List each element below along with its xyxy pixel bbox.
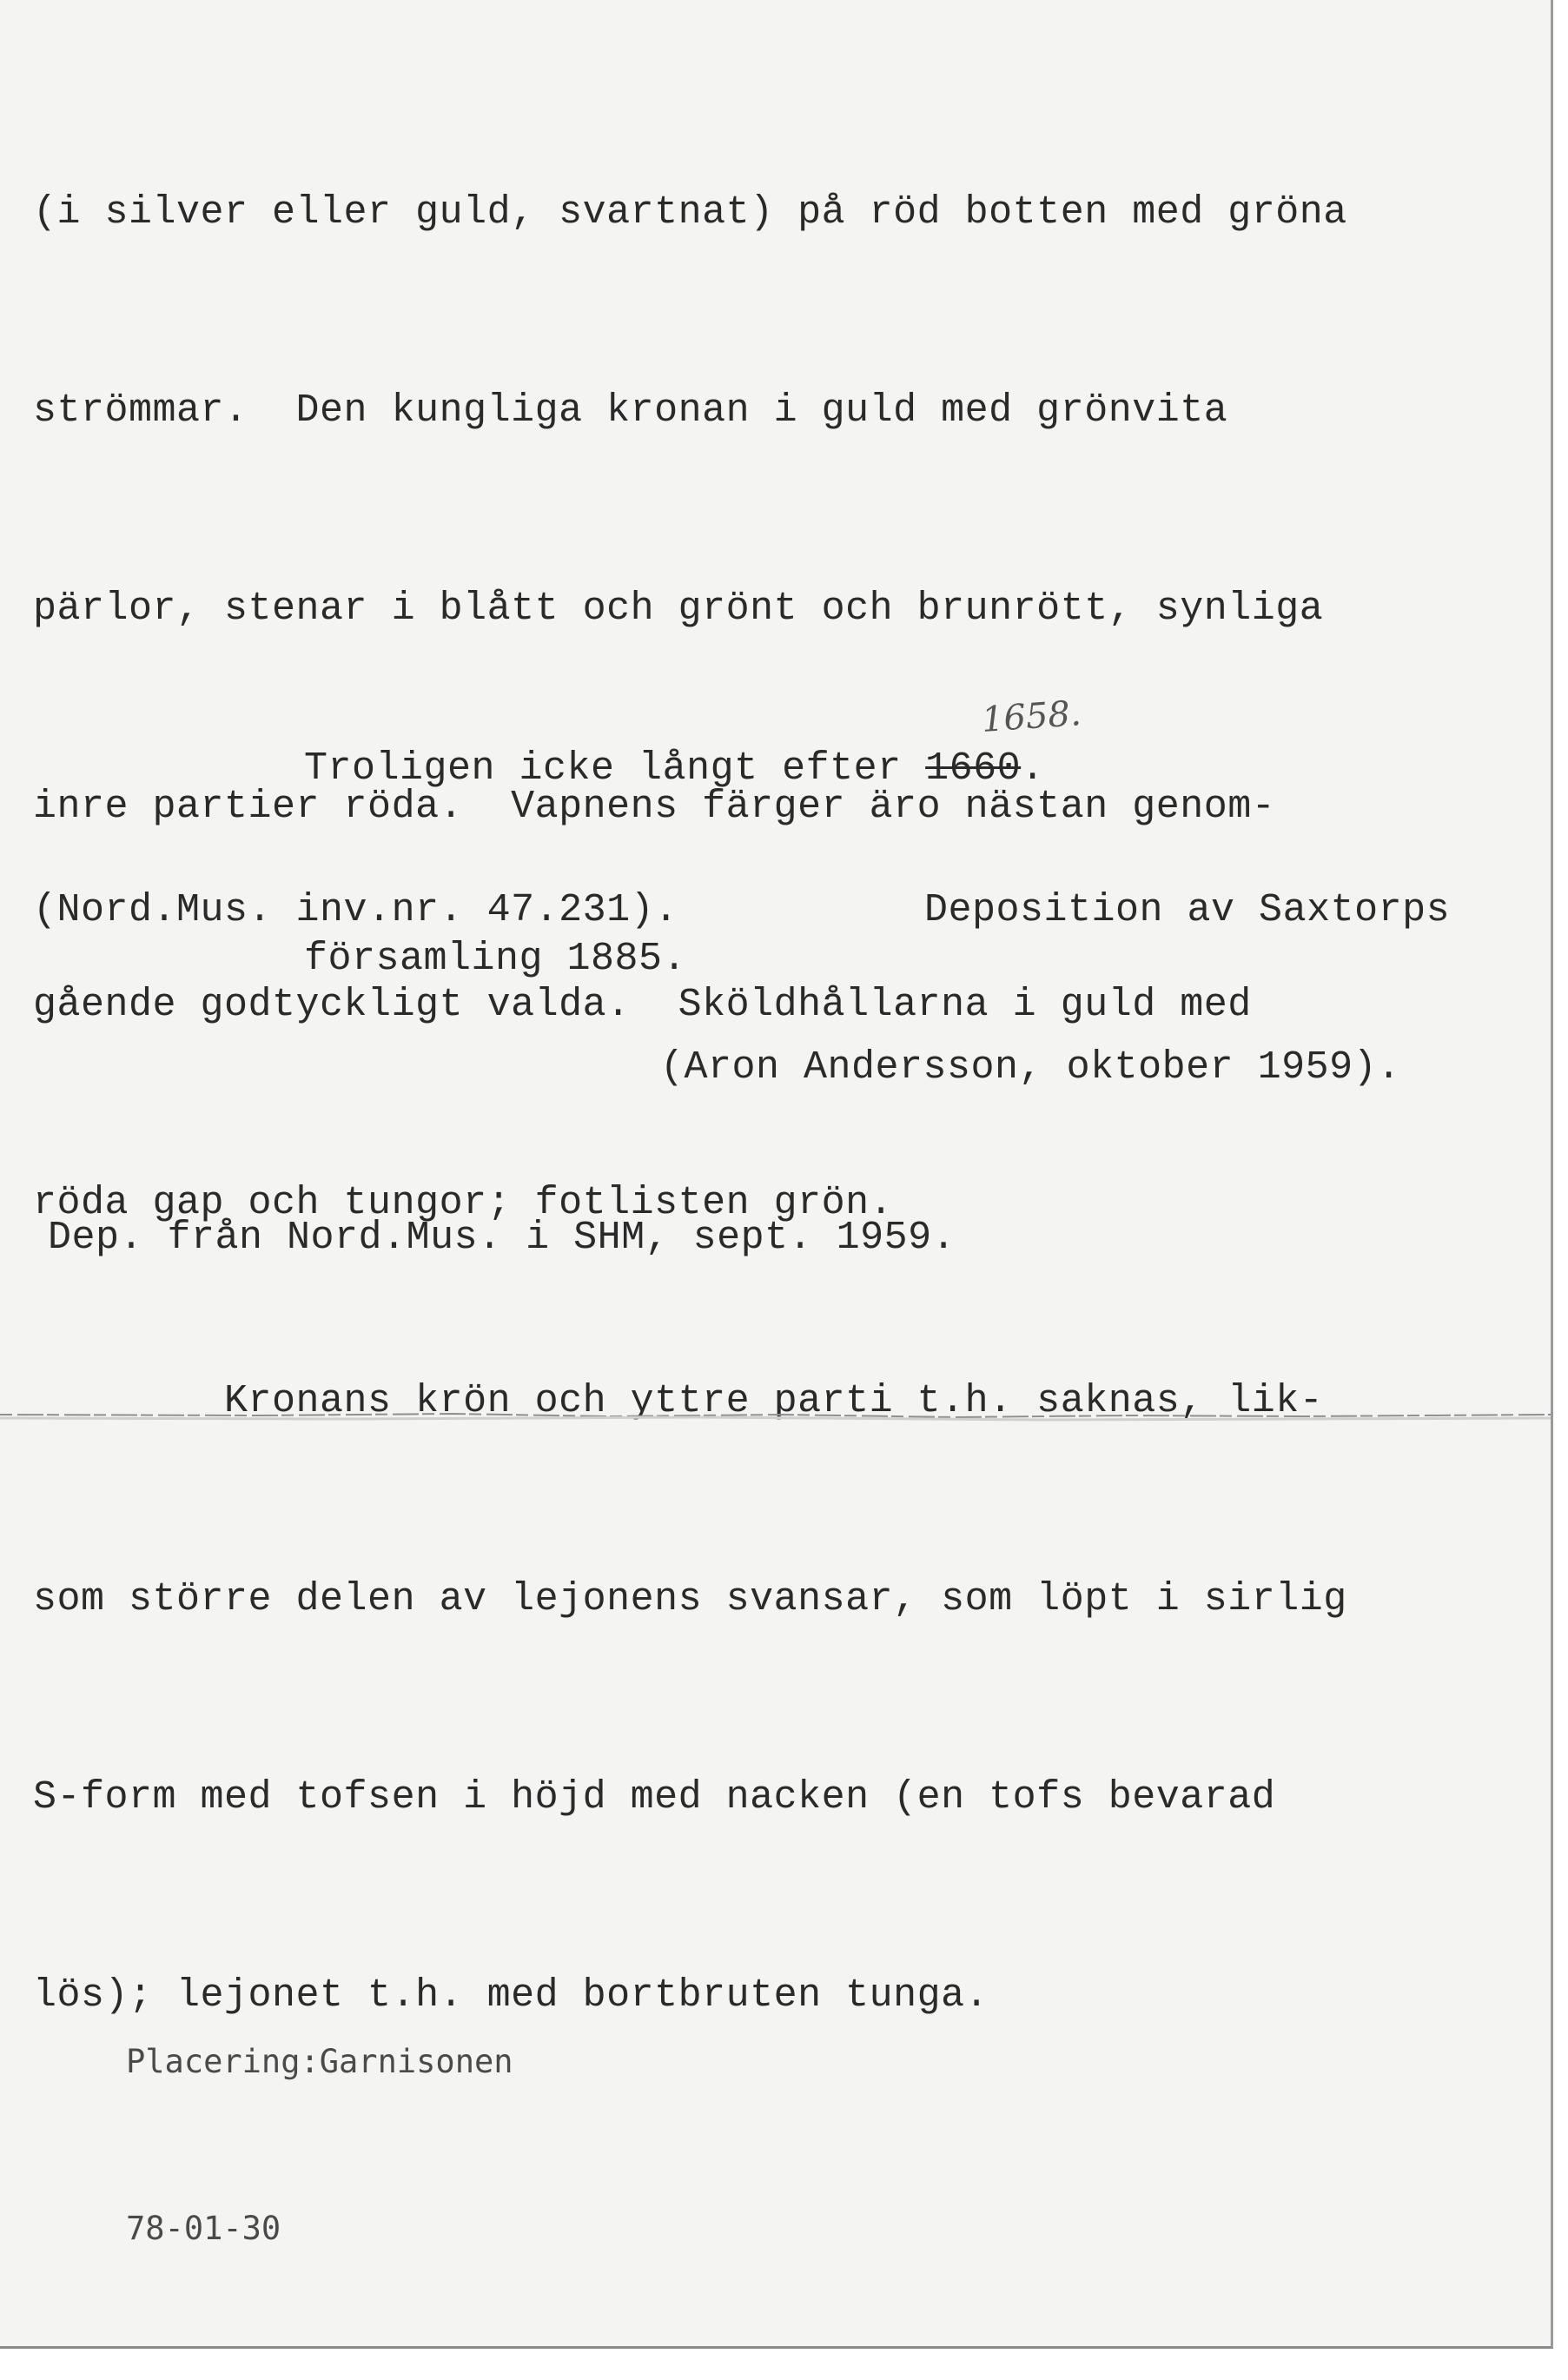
deposition-note: Dep. från Nord.Mus. i SHM, sept. 1959. bbox=[48, 1216, 956, 1260]
text-line: inre partier röda. Vapnens färger äro nästan genom- bbox=[33, 785, 1276, 829]
dating-end: . bbox=[1021, 746, 1045, 791]
text-line: S-form med tofsen i höjd med nacken (en tofs bevarad bbox=[33, 1775, 1276, 1820]
dating-text: Troligen icke långt efter bbox=[304, 746, 926, 791]
struck-year: 1660 bbox=[925, 746, 1022, 791]
author-signature-line: (Aron Andersson, oktober 1959). bbox=[660, 1045, 1401, 1090]
text-line: gående godtyckligt valda. Sköldhållarna i guld med bbox=[33, 983, 1252, 1027]
placement-label: Placering:Garnisonen bbox=[126, 2043, 513, 2080]
placement-date: 78-01-30 bbox=[126, 2210, 281, 2247]
dating-line bbox=[304, 736, 1045, 802]
text-line: Kronans krön och yttre parti t.h. saknas, lik- bbox=[33, 1379, 1324, 1423]
description-text bbox=[33, 48, 1347, 2161]
text-line: som större delen av lejonens svansar, som löpt i sirlig bbox=[33, 1577, 1347, 1621]
text-line: pärlor, stenar i blått och grönt och brunrött, synliga bbox=[33, 587, 1324, 631]
text-line: strömmar. Den kungliga kronan i guld med grönvita bbox=[33, 388, 1228, 433]
text-line: lös); lejonet t.h. med bortbruten tunga. bbox=[33, 1973, 989, 2018]
paper-fold-crease bbox=[0, 1406, 1551, 1425]
deposition-text: Deposition av Saxtorps bbox=[924, 888, 1451, 932]
placement-stamp bbox=[126, 1923, 513, 2368]
parish-text: församling 1885. bbox=[304, 937, 687, 981]
handwritten-year-correction: 1658. bbox=[980, 693, 1082, 740]
text-line: (i silver eller guld, svartnat) på röd botten med gröna bbox=[33, 190, 1347, 235]
inventory-number: (Nord.Mus. inv.nr. 47.231). bbox=[33, 888, 678, 932]
text-line: röda gap och tungor; fotlisten grön. bbox=[33, 1181, 894, 1225]
